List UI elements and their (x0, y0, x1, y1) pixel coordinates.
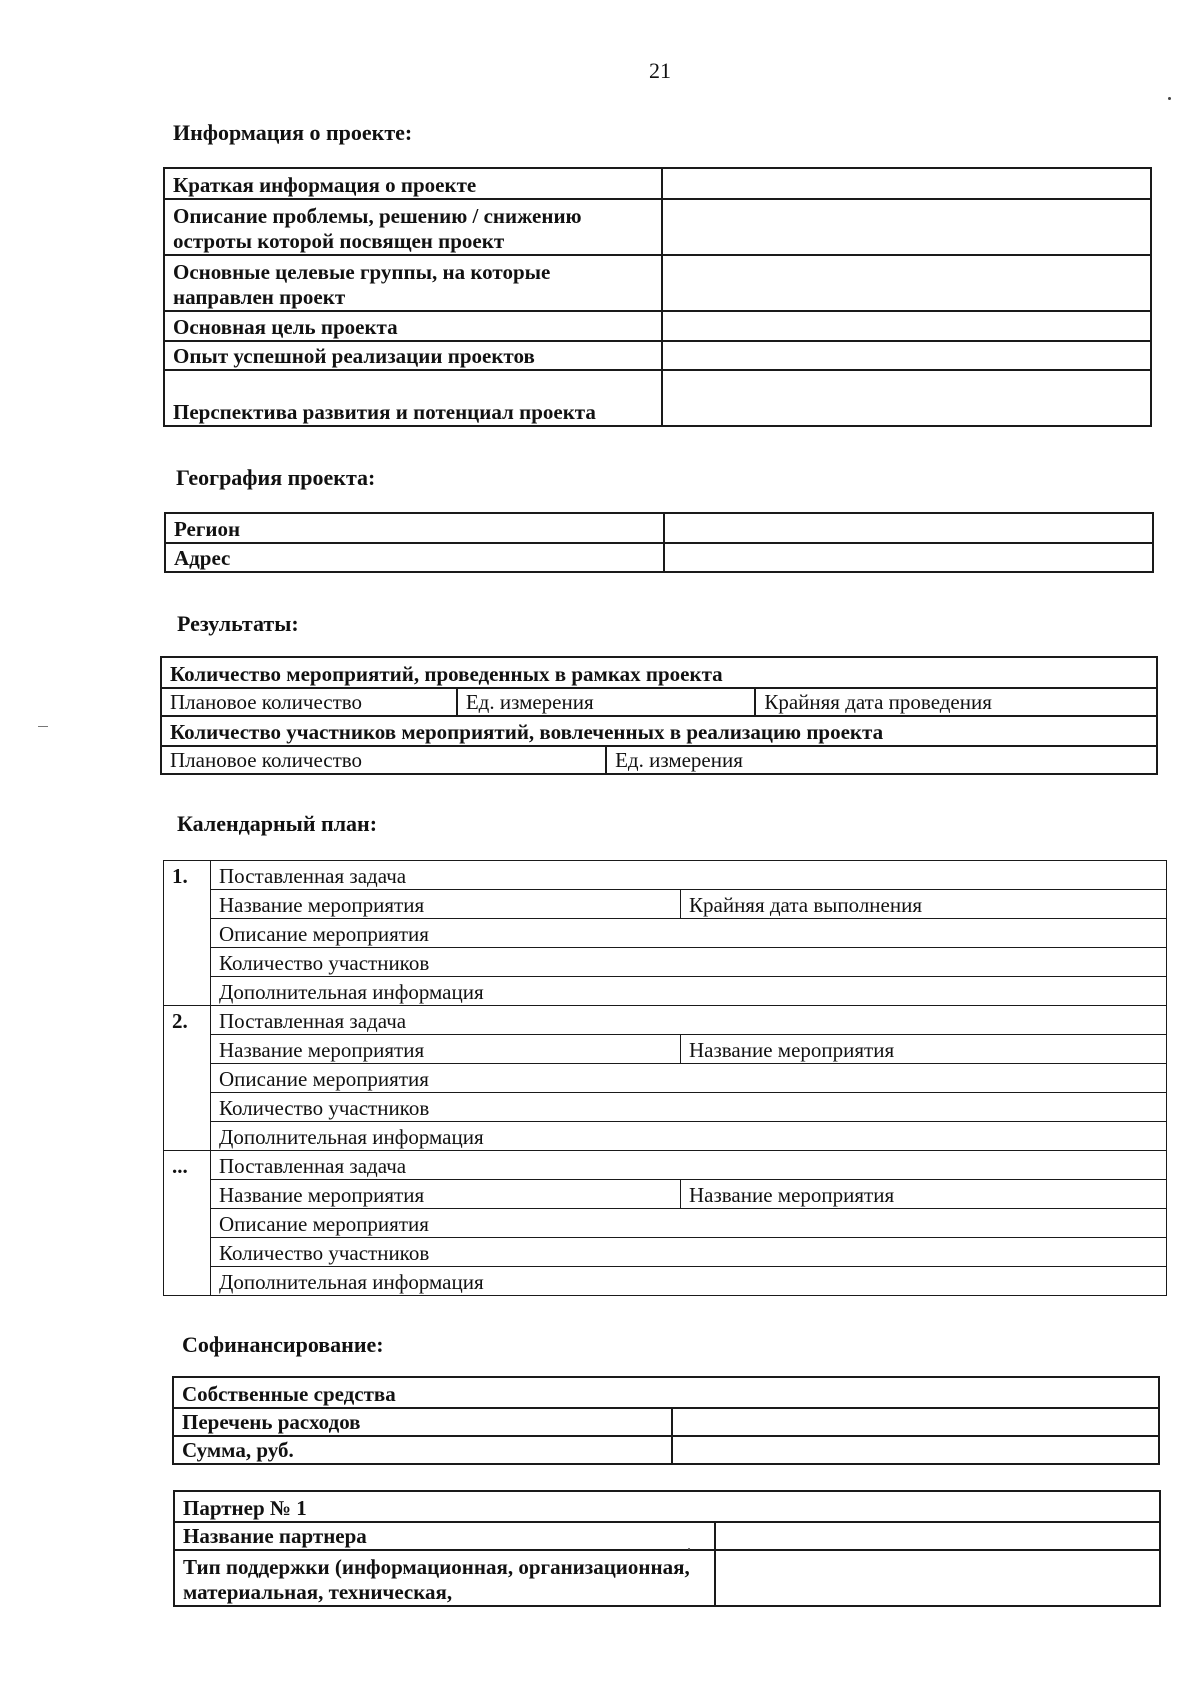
geography-table (164, 512, 1154, 573)
event-description-label: Описание мероприятия (211, 1209, 1167, 1238)
sum-label: Сумма, руб. (173, 1436, 672, 1464)
event-name-right-label: Название мероприятия (681, 1035, 1167, 1064)
event-name-label: Название мероприятия (211, 1180, 681, 1209)
geography-heading: География проекта: (176, 465, 376, 490)
expenses-value[interactable] (672, 1408, 1159, 1436)
task-label: Поставленная задача (211, 1006, 1167, 1035)
participants-label: Количество участников (211, 1238, 1167, 1267)
cofinancing-table (172, 1376, 1160, 1465)
task-label: Поставленная задача (211, 1151, 1167, 1180)
support-type-value[interactable] (715, 1550, 1160, 1606)
task-label: Поставленная задача (211, 861, 1167, 890)
scan-speck (688, 1548, 690, 1550)
project-info-value[interactable] (662, 311, 1151, 341)
block-number: 1. (164, 861, 211, 1006)
participants-label: Количество участников (211, 1093, 1167, 1122)
additional-info-label: Дополнительная информация (211, 977, 1167, 1006)
partner-title: Партнер № 1 (174, 1491, 1160, 1522)
participants-planned-label: Плановое количество (161, 746, 606, 774)
events-planned-label: Плановое количество (161, 688, 457, 716)
results-table (160, 656, 1158, 775)
project-info-row: Опыт успешной реализации проектов (164, 341, 662, 370)
events-deadline-label: Крайняя дата проведения (755, 688, 1157, 716)
event-name-label: Название мероприятия (211, 890, 681, 919)
results-heading: Результаты: (177, 611, 299, 636)
participants-unit-label: Ед. измерения (606, 746, 1157, 774)
project-info-row: Основная цель проекта (164, 311, 662, 341)
cofinancing-heading: Софинансирование: (182, 1332, 384, 1357)
event-name-right-label: Название мероприятия (681, 1180, 1167, 1209)
project-info-row: Описание проблемы, решению / снижению остроты которой посвящен проект (164, 199, 662, 255)
calendar-table (163, 860, 1167, 1296)
project-info-value[interactable] (662, 255, 1151, 311)
project-info-row: Краткая информация о проекте (164, 168, 662, 199)
events-count-title: Количество мероприятий, проведенных в рамках проекта (161, 657, 1157, 688)
address-value[interactable] (664, 543, 1153, 572)
region-value[interactable] (664, 513, 1153, 543)
region-label: Регион (165, 513, 664, 543)
sum-value[interactable] (672, 1436, 1159, 1464)
page-number: 21 (649, 58, 671, 83)
events-unit-label: Ед. измерения (457, 688, 756, 716)
block-number: 2. (164, 1006, 211, 1151)
participants-count-title: Количество участников мероприятий, вовлеченных в реализацию проекта (161, 716, 1157, 746)
event-name-label: Название мероприятия (211, 1035, 681, 1064)
event-description-label: Описание мероприятия (211, 1064, 1167, 1093)
block-number: ... (164, 1151, 211, 1296)
event-description-label: Описание мероприятия (211, 919, 1167, 948)
project-info-value[interactable] (662, 341, 1151, 370)
project-info-heading: Информация о проекте: (173, 120, 413, 145)
expenses-label: Перечень расходов (173, 1408, 672, 1436)
project-info-value[interactable] (662, 168, 1151, 199)
address-label: Адрес (165, 543, 664, 572)
partner-name-label: Название партнера (174, 1522, 715, 1550)
partner-name-value[interactable] (715, 1522, 1160, 1550)
own-funds-label: Собственные средства (173, 1377, 1159, 1408)
deadline-label: Крайняя дата выполнения (681, 890, 1167, 919)
calendar-heading: Календарный план: (177, 811, 378, 836)
project-info-value[interactable] (662, 370, 1151, 426)
project-info-row: Основные целевые группы, на которые направлен проект (164, 255, 662, 311)
project-info-value[interactable] (662, 199, 1151, 255)
participants-label: Количество участников (211, 948, 1167, 977)
project-info-table (163, 167, 1152, 427)
additional-info-label: Дополнительная информация (211, 1122, 1167, 1151)
scan-mark (38, 726, 48, 727)
partner-table (173, 1490, 1161, 1607)
scan-speck (1168, 97, 1171, 100)
support-type-label: Тип поддержки (информационная, организационная, материальная, техническая, (174, 1550, 715, 1606)
project-info-row: Перспектива развития и потенциал проекта (164, 370, 662, 426)
additional-info-label: Дополнительная информация (211, 1267, 1167, 1296)
